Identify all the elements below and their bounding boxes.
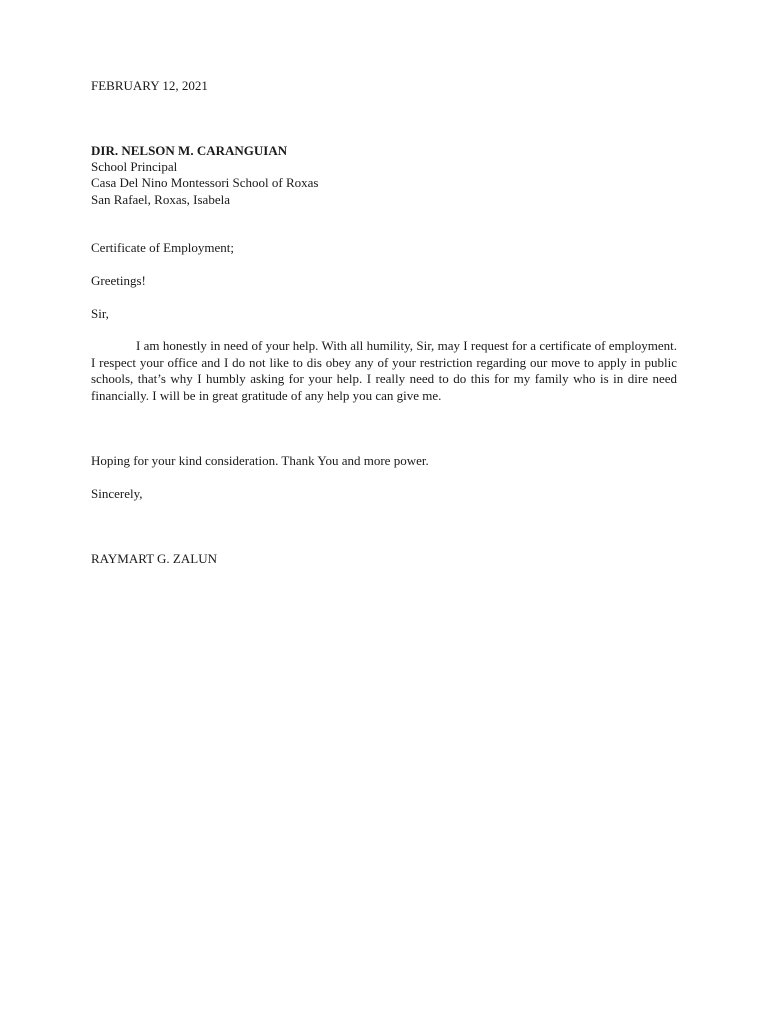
- letter-greeting: Greetings!: [91, 273, 146, 288]
- signature-name: RAYMART G. ZALUN: [91, 551, 217, 566]
- recipient-title: School Principal: [91, 159, 178, 174]
- letter-closing-line: Hoping for your kind consideration. Thank You and more power.: [91, 453, 429, 468]
- letter-salutation: Sir,: [91, 306, 109, 321]
- letter-date: FEBRUARY 12, 2021: [91, 78, 208, 93]
- recipient-school: Casa Del Nino Montessori School of Roxas: [91, 175, 319, 190]
- recipient-name: DIR. NELSON M. CARANGUIAN: [91, 143, 288, 158]
- letter-subject: Certificate of Employment;: [91, 240, 234, 255]
- letter-body-paragraph: I am honestly in need of your help. With all humility, Sir, may I request for a certificate of employment. I respect your office and I do not like to dis obey any of your restriction regarding our move to apply in public schools, that’s why I humbly asking for your help. I really need to do this for my family who is in dire need financially. I will be in great gratitude of any help you can give me.: [91, 338, 677, 403]
- letter-sign-off: Sincerely,: [91, 486, 143, 501]
- recipient-address: San Rafael, Roxas, Isabela: [91, 192, 230, 207]
